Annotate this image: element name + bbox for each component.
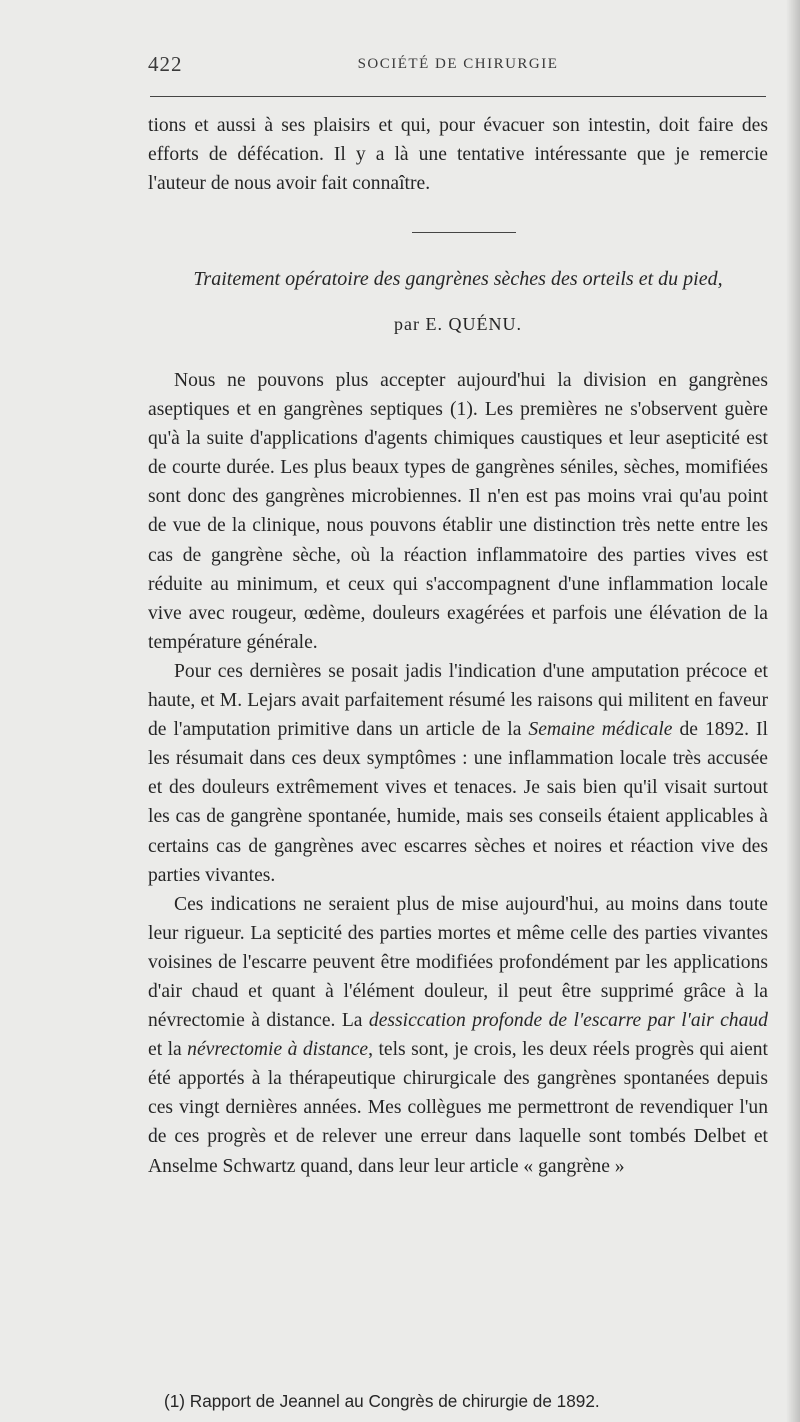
paragraph-2-text-a: Pour ces dernières se posait jadis l'indication d'une amputation précoce et haute, et M. Lejars avait parfaitement résumé les raisons qui militent en faveur de l'amputation primitive dans un article de la — [148, 660, 768, 741]
page-header — [148, 50, 768, 80]
paragraph-1: Nous ne pouvons plus accepter aujourd'hui la division en gangrènes aseptiques et en gangrènes septiques (1). Les premières ne s'observent guère qu'à la suite d'applications d'agents chimiques caustiques et leur asepticité est de courte durée. Les plus beaux types de gangrènes séniles, sèches, momifiées sont donc des gangrènes microbiennes. Il n'en est pas moins vrai qu'au point de vue de la clinique, nous pouvons établir une distinction très nette entre les cas de gangrène sèche, où la réaction inflammatoire des parties vives est réduite au minimum, et ceux qui s'accompagnent d'une inflammation locale vive avec rougeur, œdème, douleurs exagérées et parfois une élévation de la température générale. — [148, 370, 768, 653]
page-edge-shadow — [786, 0, 800, 1422]
paragraph-3-text-b: et la — [148, 1039, 188, 1061]
continuation-paragraph — [148, 111, 768, 198]
header-rule — [150, 96, 766, 97]
journal-title: Semaine médicale — [528, 719, 673, 741]
paragraph-3-text-c: , tels sont, je crois, les deux réels progrès qui aient été apportés à la thérapeutique chirurgicale des gangrènes spontanées depuis ces vingt dernières années. Mes collègues me permettront de revendiquer l'un de ces progrès et de relever une erreur dans laquelle sont tombés Delbet et Anselme Schwartz quand, dans leur leur article « gangrène » — [148, 1039, 769, 1177]
paragraph-2 — [148, 657, 768, 890]
continuation-text: tions et aussi à ses plaisirs et qui, pour évacuer son intestin, doit faire des efforts de défécation. Il y a là une tentative intéressante que je remercie l'auteur de nous avoir fait connaître. — [148, 115, 768, 195]
running-head: SOCIÉTÉ DE CHIRURGIE — [357, 56, 559, 72]
article-body — [148, 366, 768, 1181]
article-title: Traitement opératoire des gangrènes sèches des orteils et du pied, — [193, 268, 723, 290]
emphasis-dessiccation: dessiccation profonde de l'escarre par l'air chaud — [368, 1010, 768, 1032]
article-byline: par E. QUÉNU. — [394, 314, 522, 334]
emphasis-nevrectomie: névrectomie à distance — [187, 1039, 369, 1061]
page-number: 422 — [148, 52, 183, 76]
paragraph-3 — [148, 890, 768, 1181]
paragraph-3-text-a: Ces indications ne seraient plus de mise aujourd'hui, au moins dans toute leur rigueur. La septicité des parties mortes et même celle des parties vivantes voisines de l'escarre peuvent être modifiées profondément par les applications d'air chaud et quant à l'élément douleur, il peut être supprimé grâce à la névrectomie à distance. La — [148, 893, 768, 1032]
section-divider — [412, 232, 516, 233]
paragraph-2-text-b: de 1892. Il les résumait dans ces deux symptômes : une inflammation locale très accusée et des douleurs extrêmement vives et tenaces. Je sais bien qu'il visait surtout les cas de gangrène spontanée, humide, mais ses conseils étaient applicables à certains cas de gangrènes avec escarres sèches et noires et réaction vive des parties vivantes. — [148, 719, 768, 886]
footnote: (1) Rapport de Jeannel au Congrès de chirurgie de 1892. — [164, 1391, 600, 1411]
